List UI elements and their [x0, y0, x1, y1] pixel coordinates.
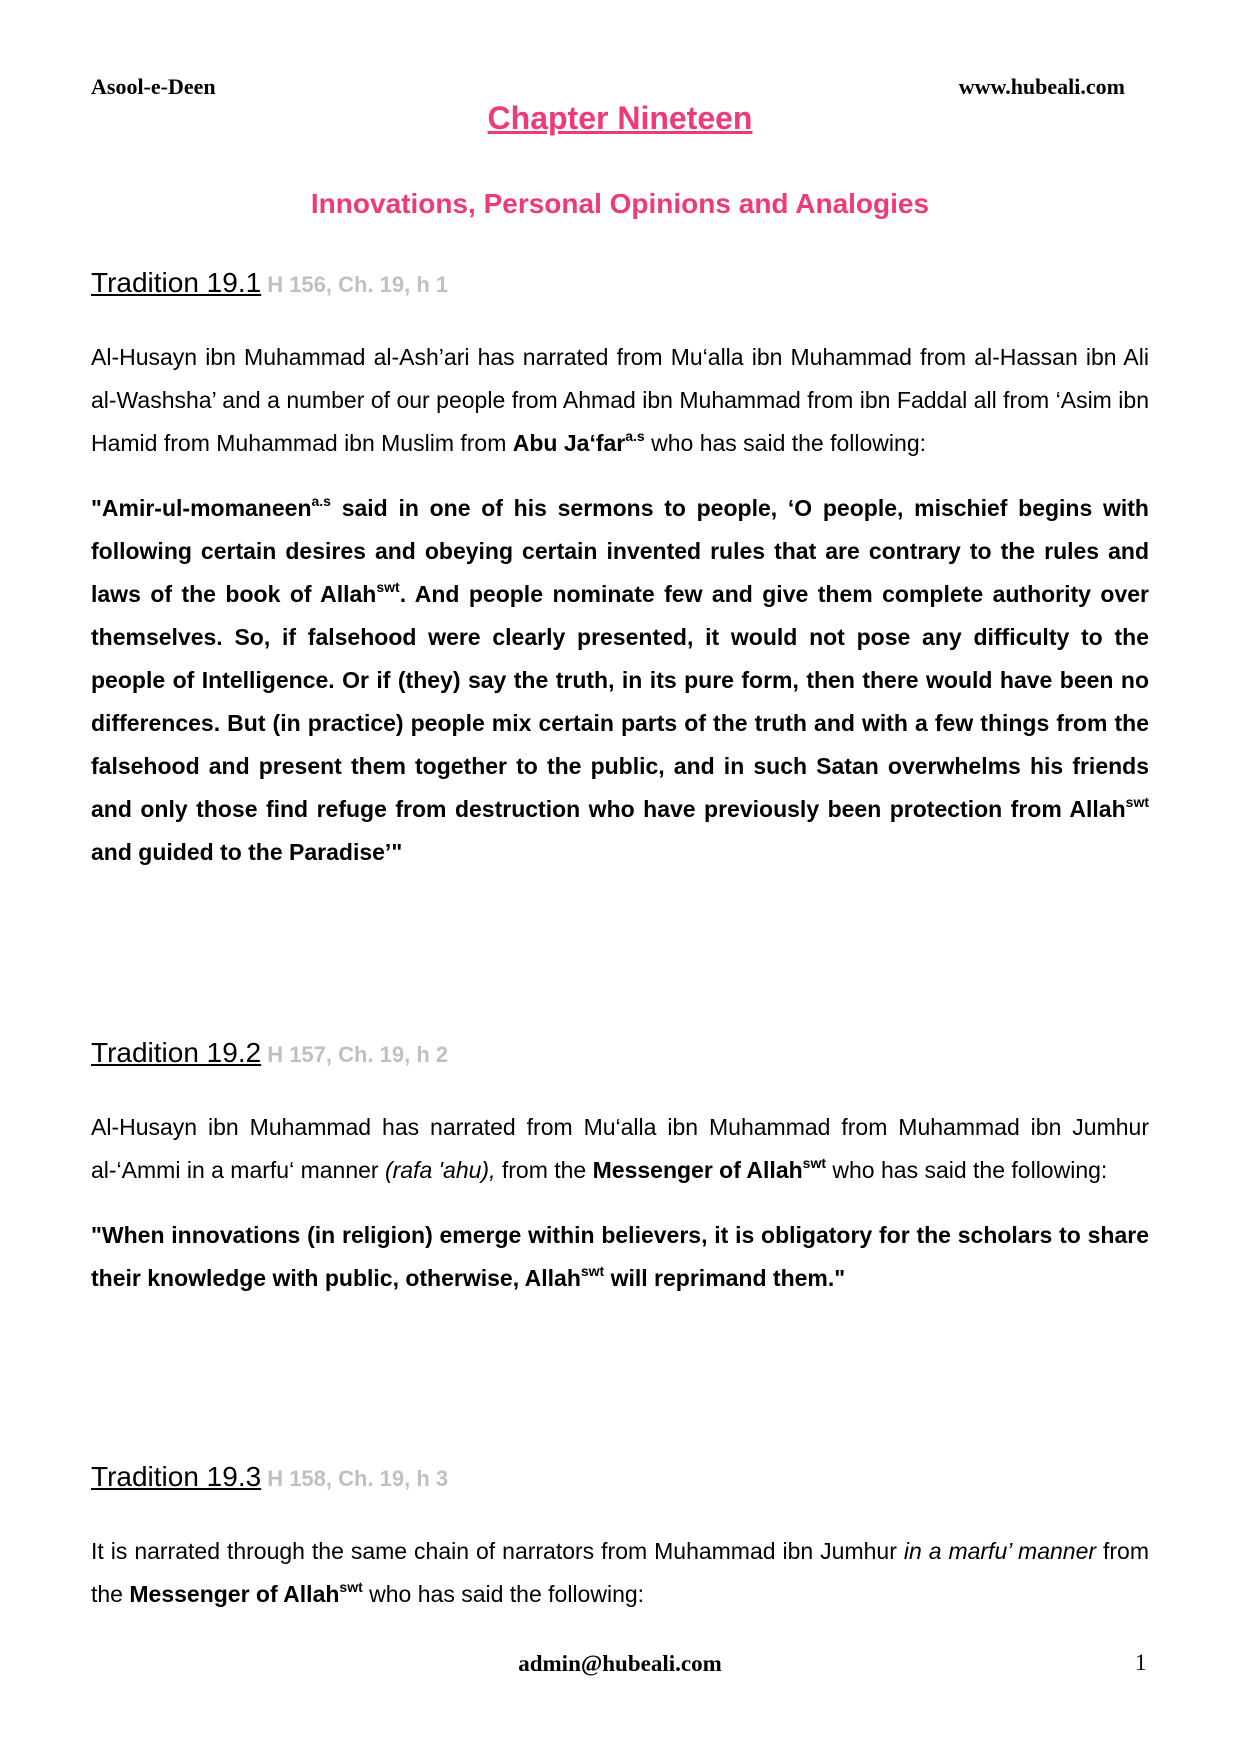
honorific-superscript: swt	[580, 1263, 605, 1279]
tradition-name: Tradition 19.3	[91, 1461, 262, 1492]
chapter-title: Chapter Nineteen	[487, 100, 753, 136]
hadith-quote	[91, 487, 1149, 874]
honorific-superscript: swt	[339, 1579, 363, 1595]
tradition-name: Tradition 19.1	[91, 267, 262, 298]
narration-text: from the	[91, 1538, 1149, 1607]
narration-text: from the	[495, 1157, 593, 1183]
honorific-superscript: a.s	[311, 493, 331, 509]
tradition-19-2	[91, 1036, 1149, 1300]
honorific-superscript: swt	[376, 579, 400, 595]
honorific-superscript: swt	[802, 1155, 827, 1171]
tradition-heading	[91, 266, 1149, 302]
tradition-reference: H 156, Ch. 19, h 1	[267, 272, 449, 297]
narrator-name: Abu Ja‘far	[512, 430, 626, 456]
narration-text: who has said the following:	[644, 430, 926, 456]
narration-italic: in a marfu’ manner	[903, 1538, 1097, 1564]
narration-chain	[91, 1106, 1149, 1192]
chapter-subtitle: Innovations, Personal Opinions and Analogies	[310, 188, 930, 219]
header-website: www.hubeali.com	[958, 74, 1125, 99]
hadith-quote	[91, 1214, 1149, 1300]
page-number: 1	[1135, 1650, 1147, 1675]
tradition-name: Tradition 19.2	[91, 1037, 262, 1068]
narration-text: who has said the following:	[826, 1157, 1108, 1183]
tradition-heading	[91, 1460, 1149, 1496]
narrator-name: Messenger of Allah	[129, 1581, 340, 1607]
tradition-reference: H 158, Ch. 19, h 3	[267, 1466, 449, 1491]
narration-chain	[91, 1530, 1149, 1616]
narration-text: It is narrated through the same chain of narrators from Muhammad ibn Jumhur	[91, 1538, 904, 1564]
narration-text: Al-Husayn ibn Muhammad has narrated from Mu‘alla ibn Muhammad from Muhammad ibn Jumhur al-‘Ammi in a marfu‘ manner	[91, 1114, 1149, 1183]
quote-text: "Amir-ul-momaneen	[91, 495, 312, 521]
tradition-19-1	[91, 266, 1149, 874]
narration-chain	[91, 336, 1149, 465]
honorific-superscript: swt	[1125, 794, 1149, 810]
quote-text: . And people nominate few and give them complete authority over themselves. So, if falsehood were clearly presented, it would not pose any difficulty to the people of Intelligence. Or if (they) say the truth, in its pure form, then there would have been no differences. But (in practice) people mix certain parts of the truth and with a few things from the falsehood and present them together to the public, and in such Satan overwhelms his friends and only those find refuge from destruction who have previously been protection from Allah	[91, 581, 1149, 822]
quote-text: "When innovations (in religion) emerge within believers, it is obligatory for the scholars to share their knowledge with public, otherwise, Allah	[91, 1222, 1149, 1291]
header-book-title: Asool-e-Deen	[91, 74, 216, 99]
narrator-name: Messenger of Allah	[592, 1157, 803, 1183]
quote-text: and guided to the Paradise’"	[91, 839, 403, 865]
narration-italic: (rafa 'ahu),	[384, 1157, 496, 1183]
footer-email: admin@hubeali.com	[518, 1651, 722, 1676]
honorific-superscript: a.s	[625, 428, 645, 444]
quote-text: will reprimand them."	[604, 1265, 846, 1291]
narration-text: who has said the following:	[362, 1581, 645, 1607]
narration-text: Al-Husayn ibn Muhammad al-Ash’ari has narrated from Mu‘alla ibn Muhammad from al-Hassan ibn Ali al-Washsha’ and a number of our people from Ahmad ibn Muhammad from ibn Faddal all from ‘Asim ibn Hamid from Muhammad ibn Muslim from	[91, 344, 1149, 456]
tradition-heading	[91, 1036, 1149, 1072]
tradition-reference: H 157, Ch. 19, h 2	[267, 1042, 449, 1067]
quote-text: said in one of his sermons to people, ‘O people, mischief begins with following certain desires and obeying certain invented rules that are contrary to the rules and laws of the book of Allah	[91, 495, 1149, 607]
tradition-19-3	[91, 1460, 1149, 1616]
